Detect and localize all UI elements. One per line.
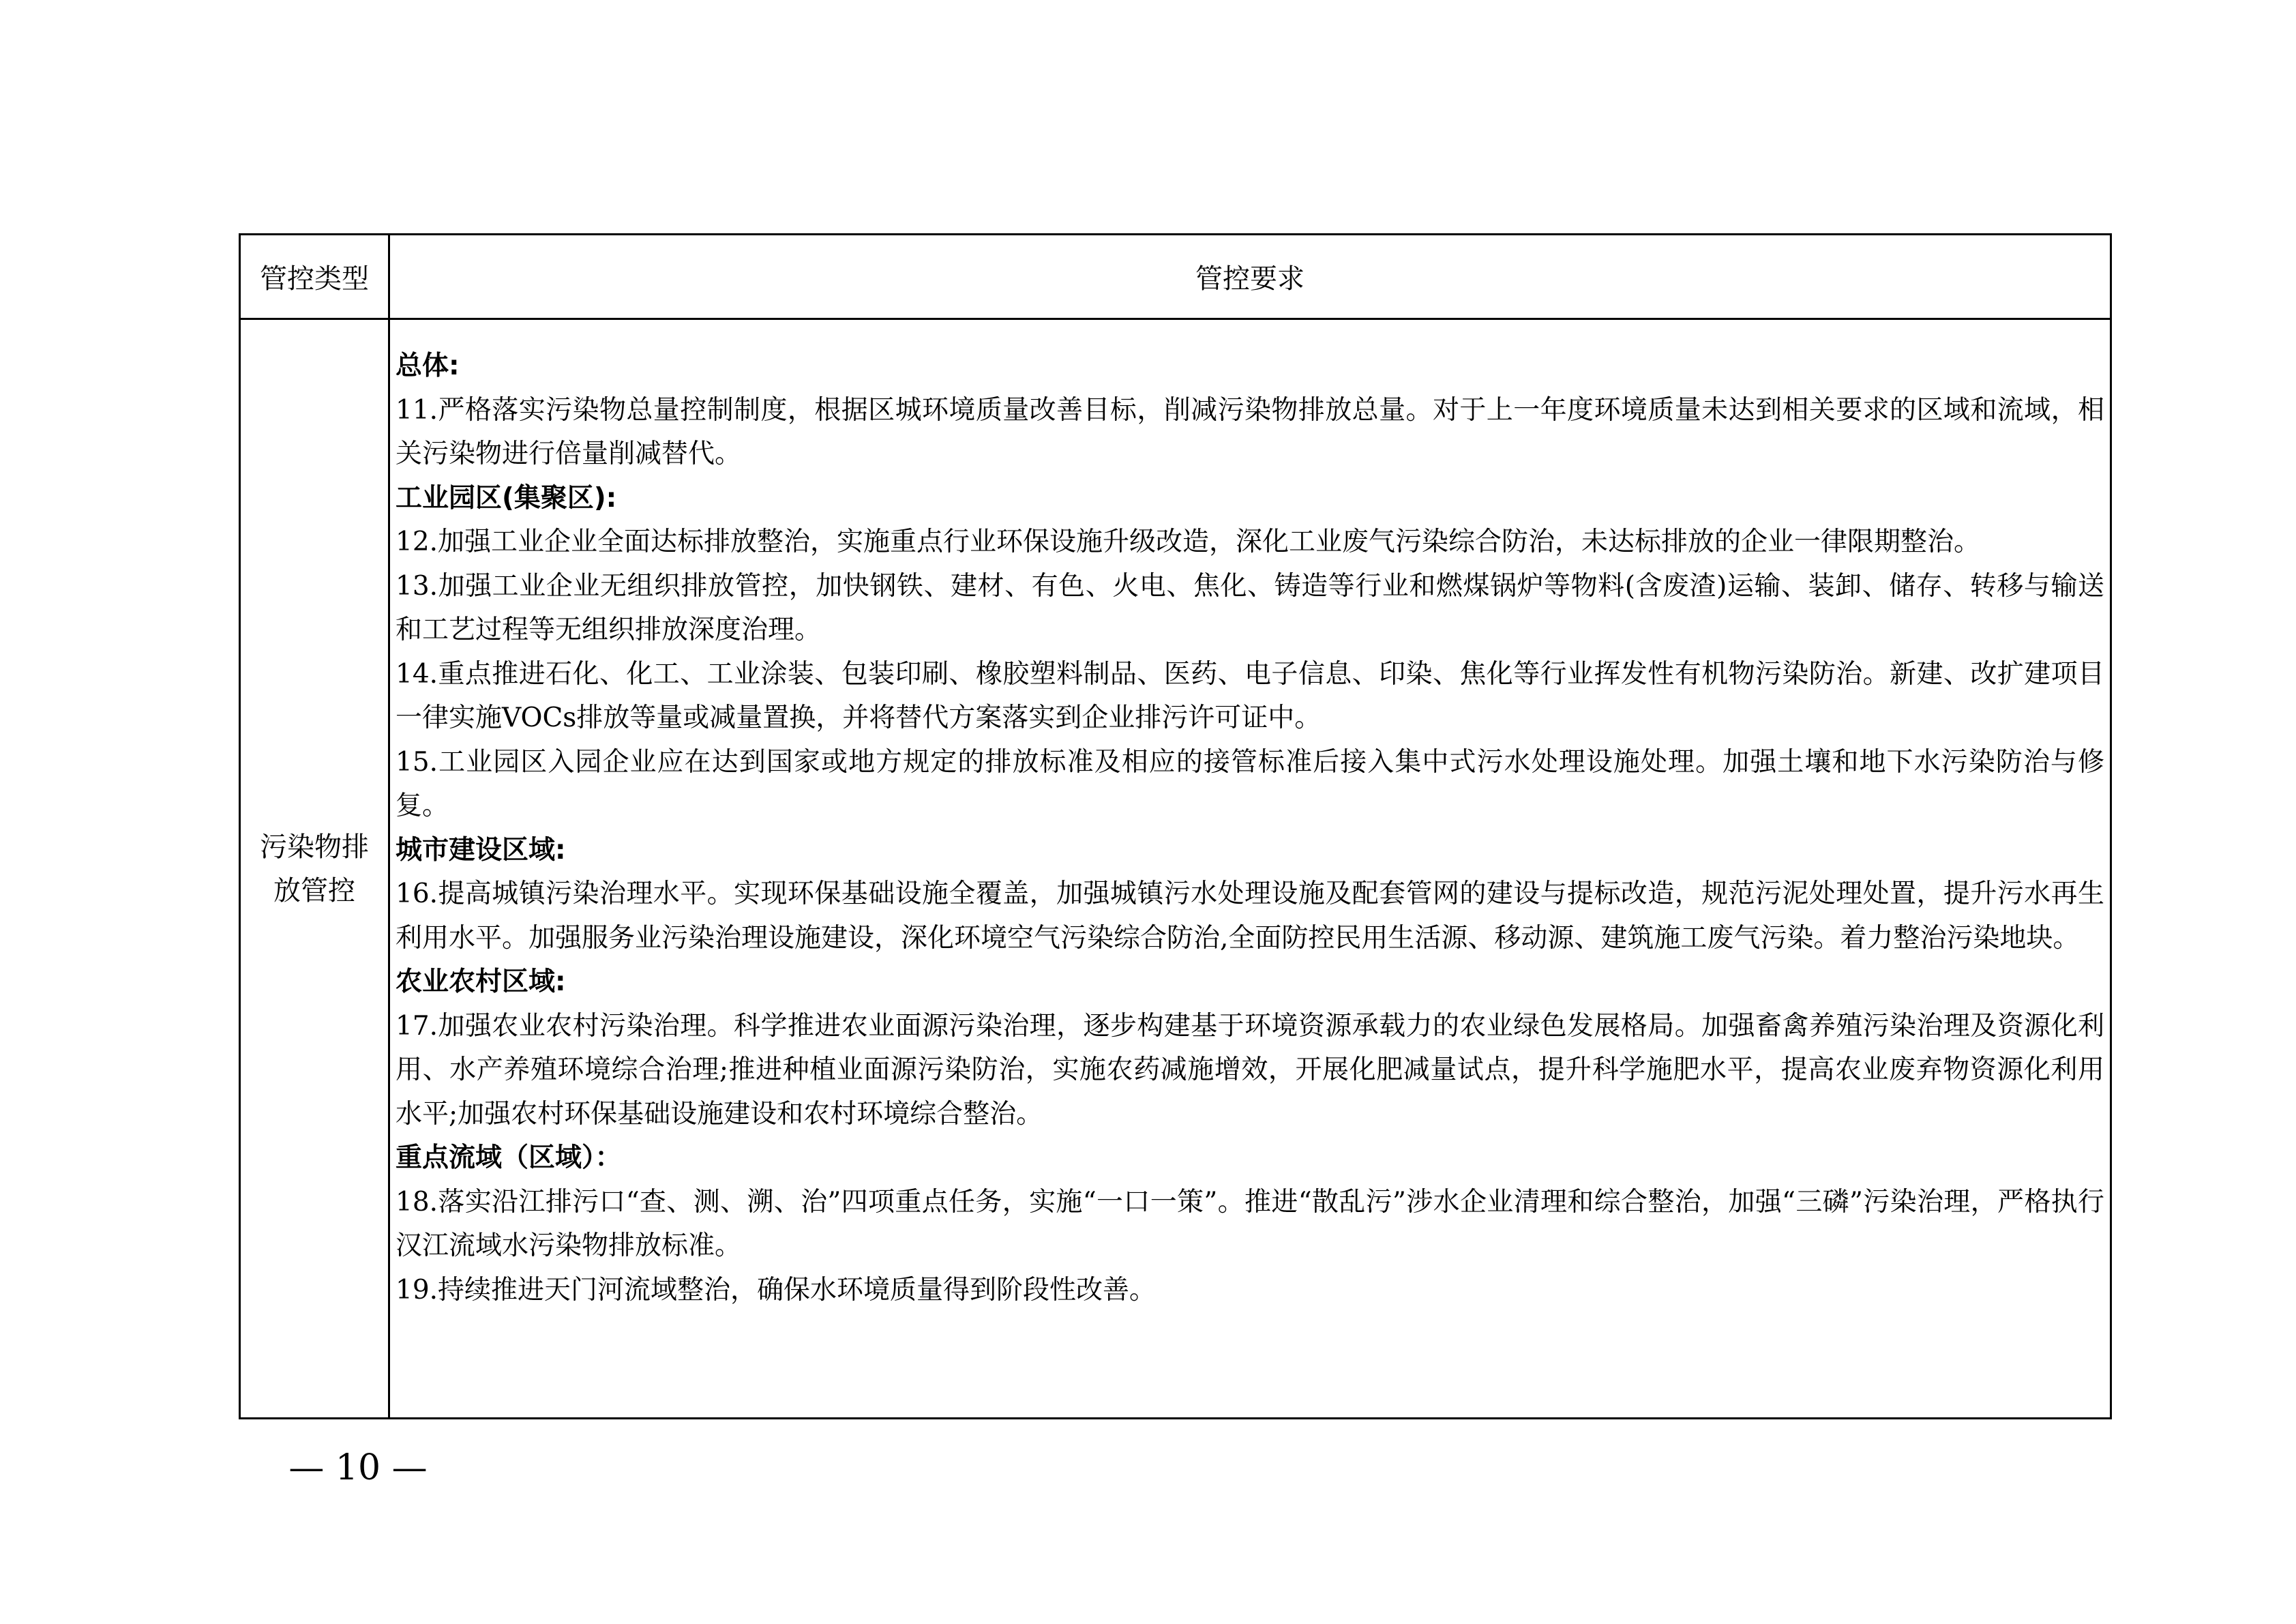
page-number: — 10 — bbox=[288, 1447, 428, 1488]
requirement-item-13: 13.加强工业企业无组织排放管控，加快钢铁、建材、有色、火电、焦化、铸造等行业和燃煤锅炉等物料(含废渣)运输、装卸、储存、转移与输送和工艺过程等无组织排放深度治理。 bbox=[396, 570, 2104, 645]
requirement-item-16: 16.提高城镇污染治理水平。实现环保基础设施全覆盖，加强城镇污水处理设施及配套管网的建设与提标改造，规范污泥处理处置，提升污水再生利用水平。加强服务业污染治理设施建设，深化环境空气污染综合防治,全面防控民用生活源、移动源、建筑施工废气污染。着力整治污染地块。 bbox=[396, 879, 2104, 954]
requirement-item-19: 19.持续推进天门河流域整治，确保水环境质量得到阶段性改善。 bbox=[396, 1274, 1157, 1305]
control-type-cell bbox=[240, 319, 389, 1419]
control-type-line-2: 放管控 bbox=[273, 874, 355, 906]
requirement-item-14: 14.重点推进石化、化工、工业涂装、包装印刷、橡胶塑料制品、医药、电子信息、印染、焦化等行业挥发性有机物污染防治。新建、改扩建项目一律实施VOCs排放等量或减量置换，并将替代方案落实到企业排污许可证中。 bbox=[396, 658, 2104, 733]
section-heading-basin: 重点流域（区域）： bbox=[396, 1142, 622, 1173]
requirement-item-18: 18.落实沿江排污口“查、测、溯、治”四项重点任务，实施“一口一策”。推进“散乱污”涉水企业清理和综合整治，加强“三磷”污染治理，严格执行汉江流域水污染物排放标准。 bbox=[396, 1186, 2104, 1261]
header-control-requirement: 管控要求 bbox=[389, 235, 2111, 319]
section-heading-overall: 总体: bbox=[396, 351, 460, 381]
section-heading-urban: 城市建设区域: bbox=[396, 834, 566, 866]
section-heading-industrial: 工业园区(集聚区): bbox=[396, 482, 617, 514]
requirement-item-12: 12.加强工业企业全面达标排放整治，实施重点行业环保设施升级改造，深化工业废气污染综合防治，未达标排放的企业一律限期整治。 bbox=[396, 527, 1981, 557]
control-requirements-table bbox=[239, 233, 2112, 1419]
requirement-item-11: 11.严格落实污染物总量控制制度，根据区城环境质量改善目标，削减污染物排放总量。对于上一年度环境质量未达到相关要求的区域和流域，相关污染物进行倍量削减替代。 bbox=[396, 394, 2104, 469]
control-requirement-cell bbox=[389, 319, 2111, 1419]
header-control-type: 管控类型 bbox=[240, 235, 389, 319]
requirement-text bbox=[396, 344, 2104, 1312]
requirement-item-17: 17.加强农业农村污染治理。科学推进农业面源污染治理，逐步构建基于环境资源承载力的农业绿色发展格局。加强畜禽养殖污染治理及资源化利用、水产养殖环境综合治理;推进种植业面源污染防治，实施农药减施增效，开展化肥减量试点，提升科学施肥水平，提高农业废弃物资源化利用水平;加强农村环保基础设施建设和农村环境综合整治。 bbox=[396, 1010, 2104, 1130]
table-row bbox=[240, 319, 2111, 1419]
table-header-row bbox=[240, 235, 2111, 319]
control-type-line-1: 污染物排 bbox=[260, 831, 369, 863]
section-heading-agricultural: 农业农村区域: bbox=[396, 966, 566, 997]
requirement-item-15: 15.工业园区入园企业应在达到国家或地方规定的排放标准及相应的接管标准后接入集中式污水处理设施处理。加强土壤和地下水污染防治与修复。 bbox=[396, 746, 2104, 821]
